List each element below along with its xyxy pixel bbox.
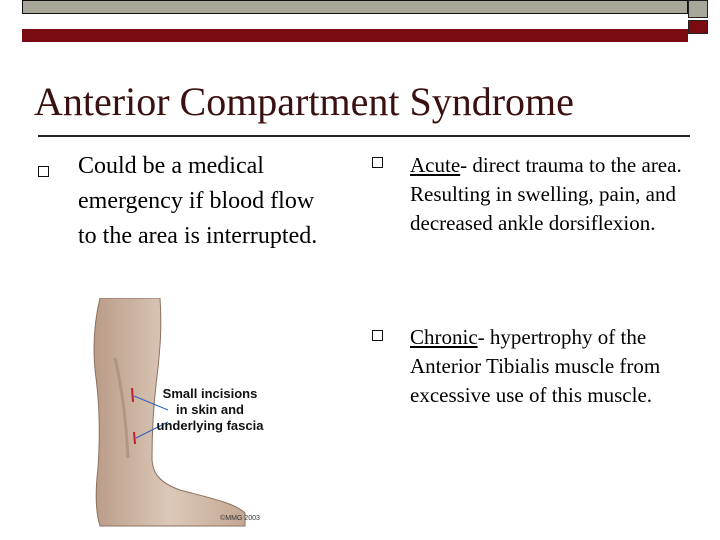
acute-bullet [410, 151, 710, 238]
leg-illustration [60, 298, 290, 528]
chronic-term: Chronic [410, 325, 478, 349]
chronic-bullet [410, 323, 710, 410]
left-bullet-text: Could be a medical emergency if blood flow to the area is interrupted. [78, 153, 318, 249]
chronic-text: - hypertrophy of the Anterior Tibialis muscle from excessive use of this muscle. [410, 325, 661, 407]
caption-line: Small incisions [162, 386, 258, 401]
slide-title: Anterior Compartment Syndrome [34, 79, 574, 124]
caption-line: in skin and [176, 402, 244, 417]
corner-grey-square [688, 0, 708, 18]
corner-red-square [688, 20, 708, 34]
bullet-square-icon [372, 330, 383, 341]
copyright-text: ©MMG 2003 [220, 515, 260, 522]
title-underline [38, 135, 690, 137]
bullet-square-icon [38, 166, 49, 177]
acute-text: - direct trauma to the area. Resulting in swelling, pain, and decreased ankle dorsiflexion. [410, 153, 682, 235]
caption-line: underlying fascia [156, 418, 264, 433]
acute-term: Acute [410, 153, 461, 177]
bullet-square-icon [372, 157, 383, 168]
incision-mark [132, 388, 133, 402]
incision-mark [134, 432, 135, 444]
header-red-bar [22, 29, 688, 42]
header-grey-bar [22, 0, 688, 14]
